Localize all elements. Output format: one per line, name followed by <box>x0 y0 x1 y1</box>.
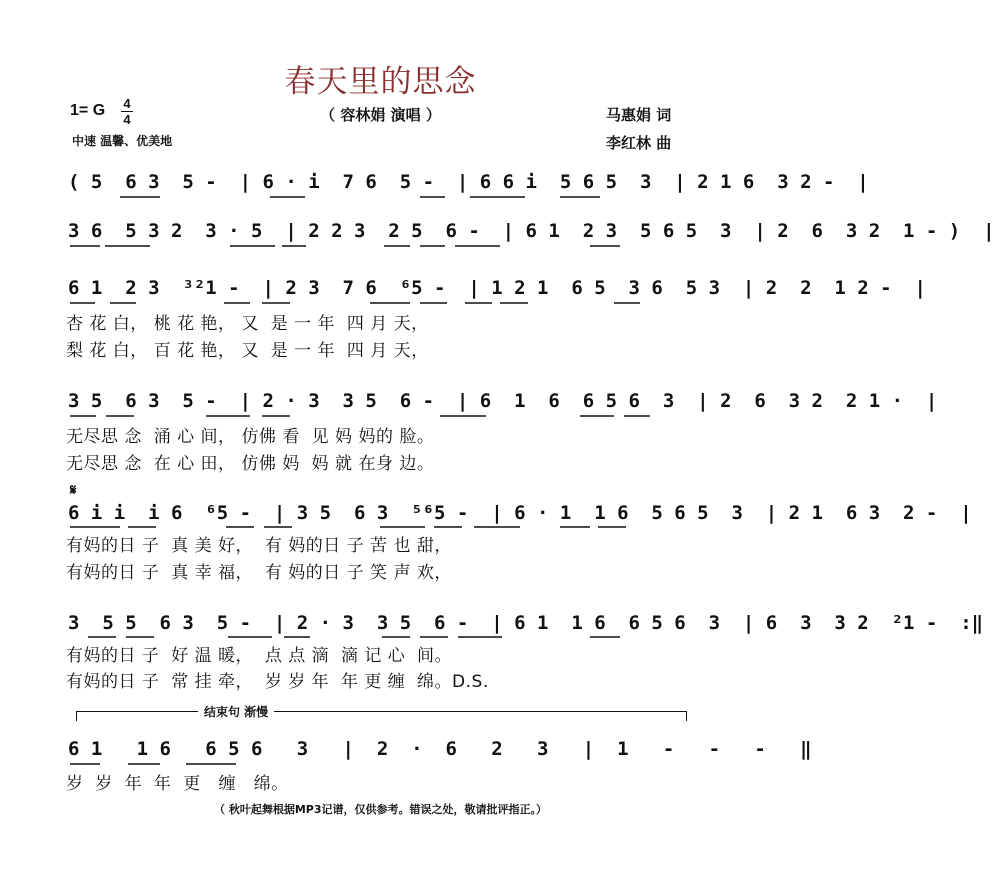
transcription-footnote: （ 秋叶起舞根据MP3记谱，仅供参考。错误之处，敬请批评指正。） <box>214 803 547 816</box>
song-title: 春天里的思念 <box>284 64 477 100</box>
notation-line-4: 3 5 6 3 5 - | 2 · 3 3 5 6 - | 6 1 6 6 5 6 3 | 2 6 3 2 2 1 · | <box>68 390 938 412</box>
lyric-line-6: 有妈的日 子 真 幸 福， 有 妈的日 子 笑 声 欢， <box>66 563 452 583</box>
notation-line-1: ( 5 6 3 5 - | 6 · i 7 6 5 - | 6 6 i 5 6 5 3 | 2 1 6 3 2 - | <box>68 171 869 193</box>
ending-bracket-left <box>76 711 77 721</box>
singer-credit: （ 容林娟 演唱 ） <box>320 106 441 124</box>
notation-line-2: 3 6 5 3 2 3 · 5 | 2 2 3 2 5 6 - | 6 1 2 3 5 6 5 3 | 2 6 3 2 1 - ) | <box>68 220 995 242</box>
time-signature-top: 4 <box>123 96 131 111</box>
tempo-marking: 中速 温馨、优美地 <box>72 134 173 148</box>
notation-line-3: 6 1 2 3 ³²1 - | 2 3 7 6 ⁶5 - | 1 2 1 6 5 3 6 5 3 | 2 2 1 2 - | <box>68 277 926 299</box>
lyric-line-5: 有妈的日 子 真 美 好， 有 妈的日 子 苦 也 甜， <box>66 536 452 556</box>
ending-label: 结束句 渐慢 <box>198 703 274 720</box>
lyric-line-1: 杏 花 白， 桃 花 艳， 又 是 一 年 四 月 天， <box>66 314 429 334</box>
segno-sign: 𝄋 <box>70 481 77 499</box>
lyric-line-7: 有妈的日 子 好 温 暖， 点 点 滴 滴 记 心 间。 <box>66 646 453 666</box>
notation-line-6: 3 5 5 6 3 5 - | 2 · 3 3 5 6 - | 6 1 1 6 6 5 6 3 | 6 3 3 2 ²1 - :‖ <box>68 612 984 634</box>
composer-credit: 李红林 曲 <box>606 134 672 152</box>
notation-line-7: 6 1 1 6 6 5 6 3 | 2 · 6 2 3 | 1 - - - ‖ <box>68 738 812 760</box>
lyric-line-3: 无尽思 念 涌 心 间， 仿佛 看 见 妈 妈的 脸。 <box>66 427 435 447</box>
lyricist-credit: 马惠娟 词 <box>606 106 672 124</box>
lyric-line-2: 梨 花 白， 百 花 艳， 又 是 一 年 四 月 天， <box>66 341 429 361</box>
notation-line-5: 6 i i i 6 ⁶5 - | 3 5 6 3 ⁵⁶5 - | 6 · 1 1 6 5 6 5 3 | 2 1 6 3 2 - | <box>68 502 972 524</box>
key-signature: 1= G <box>70 102 106 119</box>
lyric-line-4: 无尽思 念 在 心 田， 仿佛 妈 妈 就 在身 边。 <box>66 454 435 474</box>
ending-bracket-line <box>76 711 686 712</box>
lyric-line-9: 岁 岁 年 年 更 缠 绵。 <box>66 774 289 794</box>
ending-bracket-right <box>686 711 687 721</box>
lyric-line-8: 有妈的日 子 常 挂 牵， 岁 岁 年 年 更 缠 绵。D.S. <box>66 672 489 692</box>
time-signature-bottom: 4 <box>123 112 131 127</box>
